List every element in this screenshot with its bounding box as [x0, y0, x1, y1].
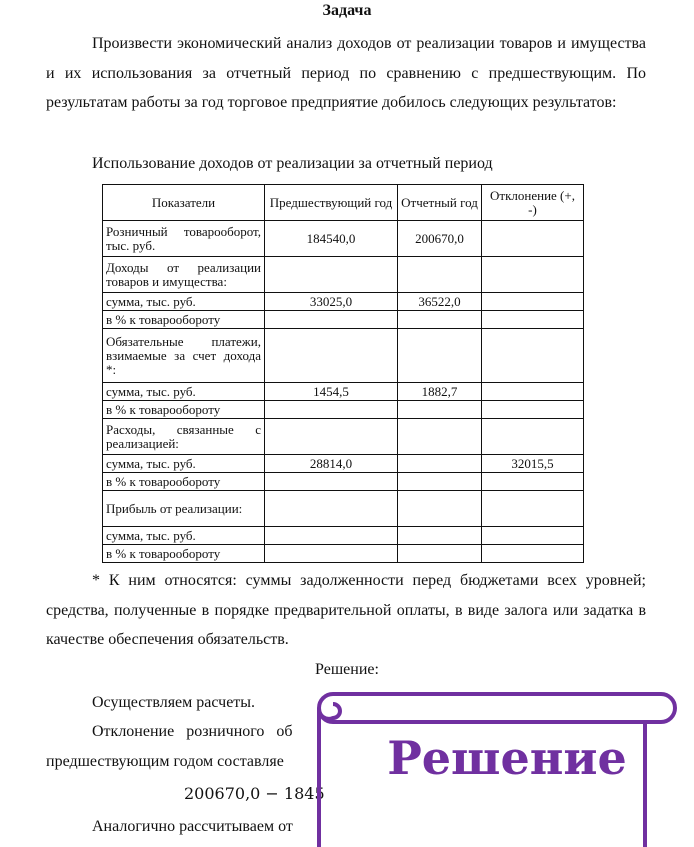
header-cell: Отклонение (+, -)	[482, 185, 584, 221]
solution-line: Отклонение розничного об	[92, 723, 293, 740]
header-cell: Показатели	[103, 185, 265, 221]
row-label-cell: в % к товарообороту	[103, 545, 265, 563]
value-cell	[398, 545, 482, 563]
table-row	[103, 329, 584, 383]
row-label-cell: сумма, тыс. руб.	[103, 293, 265, 311]
intro-paragraph: Произвести экономический анализ доходов от реализации товаров и имущества и их использования за отчетный период по сравнению с предшествующим. По результатам работы за год торговое предприятие добилось следующих результатов:	[46, 35, 646, 111]
value-cell	[265, 473, 398, 491]
income-table	[102, 184, 584, 563]
table-row	[103, 491, 584, 527]
banner-label: Решение	[387, 731, 627, 785]
value-cell	[482, 527, 584, 545]
table-row	[103, 293, 584, 311]
formula: 200670,0 − 1845	[184, 784, 325, 803]
table-row	[103, 257, 584, 293]
value-cell	[482, 491, 584, 527]
row-label-cell: в % к товарообороту	[103, 473, 265, 491]
value-cell	[398, 257, 482, 293]
value-cell	[482, 257, 584, 293]
row-label-cell: в % к товарообороту	[103, 401, 265, 419]
value-cell: 1882,7	[398, 383, 482, 401]
header-cell: Отчетный год	[398, 185, 482, 221]
solution-heading: Решение:	[315, 661, 379, 678]
header-cell: Предшествующий год	[265, 185, 398, 221]
value-cell	[482, 419, 584, 455]
row-label-cell: в % к товарообороту	[103, 311, 265, 329]
table-row	[103, 527, 584, 545]
value-cell	[482, 545, 584, 563]
value-cell	[265, 419, 398, 455]
value-cell	[265, 527, 398, 545]
value-cell	[265, 545, 398, 563]
table-row	[103, 401, 584, 419]
footnote: * К ним относятся: суммы задолженности перед бюджетами всех уровней; средства, полученные в порядке предварительной оплаты, в виде залога или задатка в качестве обеспечения обязательств.	[46, 572, 646, 648]
value-cell: 36522,0	[398, 293, 482, 311]
row-label-cell: сумма, тыс. руб.	[103, 383, 265, 401]
value-cell	[265, 257, 398, 293]
value-cell	[482, 401, 584, 419]
value-cell: 33025,0	[265, 293, 398, 311]
doc-title: Задача	[322, 2, 372, 19]
value-cell	[398, 419, 482, 455]
value-cell	[265, 401, 398, 419]
value-cell	[398, 473, 482, 491]
table-row	[103, 545, 584, 563]
value-cell	[398, 401, 482, 419]
row-label-cell: Розничный товарооборот, тыс. руб.	[103, 221, 265, 257]
value-cell	[482, 221, 584, 257]
table-row	[103, 311, 584, 329]
table-row	[103, 455, 584, 473]
row-label-cell: Доходы от реализации товаров и имущества:	[103, 257, 265, 293]
row-label-cell: сумма, тыс. руб.	[103, 527, 265, 545]
solution-line: предшествующим годом составляе	[46, 753, 284, 770]
table-row	[103, 383, 584, 401]
value-cell: 32015,5	[482, 455, 584, 473]
table-row	[103, 473, 584, 491]
value-cell: 28814,0	[265, 455, 398, 473]
value-cell	[398, 311, 482, 329]
value-cell	[482, 293, 584, 311]
row-label-cell: Расходы, связанные с реализацией:	[103, 419, 265, 455]
value-cell	[265, 311, 398, 329]
value-cell	[482, 311, 584, 329]
table-row	[103, 221, 584, 257]
value-cell: 200670,0	[398, 221, 482, 257]
solution-banner[interactable]	[313, 690, 683, 847]
solution-line: Аналогично рассчитываем от	[92, 818, 293, 835]
value-cell: 1454,5	[265, 383, 398, 401]
value-cell	[398, 491, 482, 527]
table-header-row	[103, 185, 584, 221]
value-cell	[398, 329, 482, 383]
row-label-cell: Обязательные платежи, взимаемые за счет дохода *:	[103, 329, 265, 383]
value-cell	[482, 383, 584, 401]
value-cell	[398, 455, 482, 473]
row-label-cell: Прибыль от реализации:	[103, 491, 265, 527]
value-cell	[482, 473, 584, 491]
solution-line: Осуществляем расчеты.	[92, 694, 256, 711]
table-caption: Использование доходов от реализации за отчетный период	[92, 155, 493, 172]
value-cell	[265, 329, 398, 383]
value-cell: 184540,0	[265, 221, 398, 257]
value-cell	[398, 527, 482, 545]
table-row	[103, 419, 584, 455]
value-cell	[265, 491, 398, 527]
value-cell	[482, 329, 584, 383]
row-label-cell: сумма, тыс. руб.	[103, 455, 265, 473]
